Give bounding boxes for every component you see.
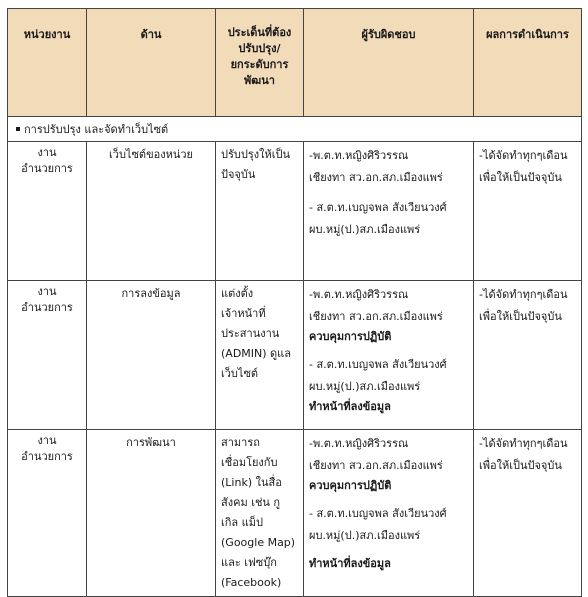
issue-cell: ปรับปรุงให้เป็น ปัจจุบัน <box>216 142 304 281</box>
responsible-cell: -พ.ต.ท.หญิงศิริวรรณ เชียงทา สว.อก.สภ.เมืองแพร่ ควบคุมการปฏิบัติ - ส.ต.ท.เบญจพล สังเวียนวงศ์ ผบ.หมู่(ป.)สภ.เมืองแพร่ ทำหน้าที่ลงข้อมูล <box>304 430 474 597</box>
bullet-icon <box>16 127 20 131</box>
unit-cell: งาน อำนวยการ <box>8 430 87 597</box>
result-cell: -ได้จัดทำทุกๆเดือน เพื่อให้เป็นปัจจุบัน <box>474 430 582 597</box>
unit-cell: งาน อำนวยการ <box>8 281 87 430</box>
responsible-cell: -พ.ต.ท.หญิงศิริวรรณ เชียงทา สว.อก.สภ.เมืองแพร่ ควบคุมการปฏิบัติ - ส.ต.ท.เบญจพล สังเวียนวงศ์ ผบ.หมู่(ป.)สภ.เมืองแพร่ ทำหน้าที่ลงข้อมูล <box>304 281 474 430</box>
aspect-cell: การลงข้อมูล <box>87 281 216 430</box>
header-unit: หน่วยงาน <box>8 9 87 117</box>
header-aspect: ด้าน <box>87 9 216 117</box>
responsible-cell: -พ.ต.ท.หญิงศิริวรรณ เชียงทา สว.อก.สภ.เมืองแพร่ - ส.ต.ท.เบญจพล สังเวียนวงศ์ ผบ.หมู่(ป.)สภ.เมืองแพร่ <box>304 142 474 281</box>
aspect-cell: เว็บไซต์ของหน่วย <box>87 142 216 281</box>
table-row <box>8 142 582 281</box>
header-result: ผลการดำเนินการ <box>474 9 582 117</box>
result-cell: -ได้จัดทำทุกๆเดือน เพื่อให้เป็นปัจจุบัน <box>474 142 582 281</box>
issue-cell: สามารถ เชื่อมโยงกับ (Link) ในสื่อ สังคม เช่น กู เกิล แม็ป (Google Map) และ เฟซบุ๊ก (Facebook) <box>216 430 304 597</box>
result-cell: -ได้จัดทำทุกๆเดือน เพื่อให้เป็นปัจจุบัน <box>474 281 582 430</box>
aspect-cell: การพัฒนา <box>87 430 216 597</box>
issue-cell: แต่งตั้ง เจ้าหน้าที่ ประสานงาน (ADMIN) ดูแล เว็บไซต์ <box>216 281 304 430</box>
table-row <box>8 430 582 597</box>
section-label-cell <box>8 117 582 142</box>
unit-cell: งาน อำนวยการ <box>8 142 87 281</box>
header-issue: ประเด็นที่ต้อง ปรับปรุง/ ยกระดับการ พัฒนา <box>216 9 304 117</box>
section-row <box>8 117 582 142</box>
plan-table <box>7 8 582 597</box>
header-responsible: ผู้รับผิดชอบ <box>304 9 474 117</box>
section-label: การปรับปรุง และจัดทำเว็บไซต์ <box>24 123 169 136</box>
header-row <box>8 9 582 117</box>
table-row <box>8 281 582 430</box>
